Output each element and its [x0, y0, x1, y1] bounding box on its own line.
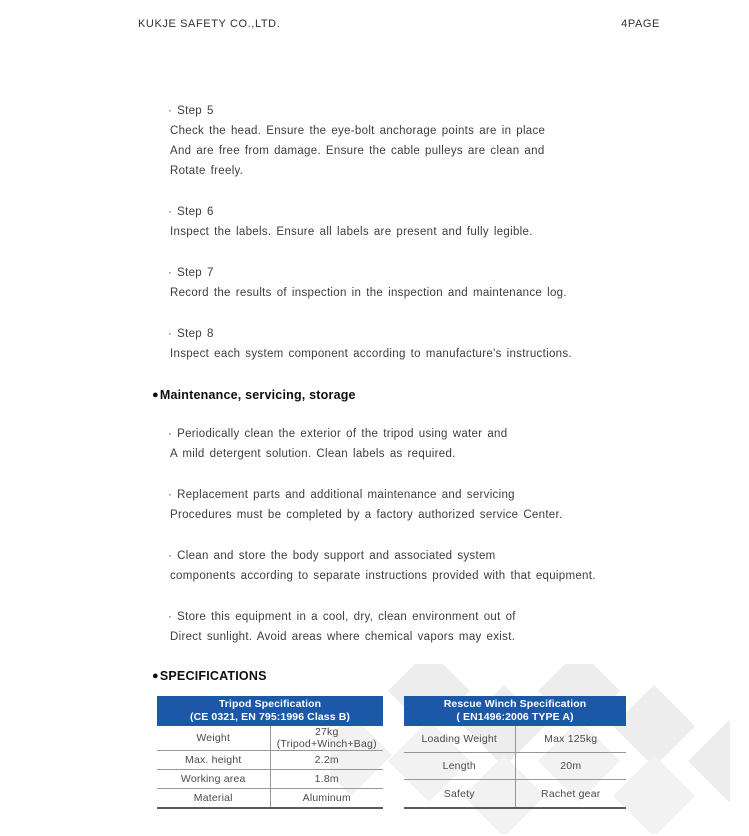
row-label: Material — [157, 789, 270, 809]
row-value: Aluminum — [270, 789, 383, 809]
step-title: · Step 5 — [168, 105, 214, 117]
section-heading-label: Maintenance, servicing, storage — [159, 388, 356, 402]
maintenance-line: Direct sunlight. Avoid areas where chemical vapors may exist. — [170, 631, 516, 643]
step-block-8 — [166, 324, 749, 364]
row-value: 1.8m — [270, 770, 383, 789]
rescue-winch-spec-table — [404, 696, 626, 809]
table-row — [157, 770, 383, 789]
row-value: Rachet gear — [515, 780, 626, 808]
table-row — [157, 726, 383, 751]
maintenance-item — [166, 546, 749, 586]
row-value: 2.2m — [270, 751, 383, 770]
table-title-line1: Rescue Winch Specification — [443, 698, 587, 710]
row-value: 20m — [515, 753, 626, 780]
step-line: Rotate freely. — [170, 165, 244, 177]
table-row — [404, 726, 626, 753]
maintenance-item — [166, 607, 749, 647]
maintenance-line: · Replacement parts and additional maintenance and servicing — [168, 489, 515, 501]
maintenance-item — [166, 424, 749, 464]
specification-tables — [157, 696, 749, 809]
maintenance-section-heading — [152, 385, 749, 405]
table-title-line2: ( EN1496:2006 TYPE A) — [456, 710, 574, 723]
row-value: Max 125kg — [515, 726, 626, 753]
table-row — [157, 751, 383, 770]
maintenance-line: · Store this equipment in a cool, dry, clean environment out of — [168, 611, 516, 623]
maintenance-line: components according to separate instructions provided with that equipment. — [170, 570, 596, 582]
row-value: 27kg (Tripod+Winch+Bag) — [270, 726, 383, 751]
step-line: Check the head. Ensure the eye-bolt anchorage points are in place — [170, 125, 546, 137]
table-title — [157, 696, 383, 726]
company-name: KUKJE SAFETY CO.,LTD. — [138, 18, 281, 30]
step-block-5 — [166, 101, 749, 181]
table-header-row — [404, 696, 626, 726]
row-label: Weight — [157, 726, 270, 751]
maintenance-item — [166, 485, 749, 525]
page-number: 4PAGE — [621, 18, 660, 30]
specifications-section-heading — [152, 666, 749, 686]
row-label: Length — [404, 753, 515, 780]
step-line: Inspect the labels. Ensure all labels are present and fully legible. — [170, 226, 533, 238]
maintenance-line: A mild detergent solution. Clean labels as required. — [170, 448, 456, 460]
table-row — [157, 789, 383, 809]
table-row — [404, 753, 626, 780]
table-header-row — [157, 696, 383, 726]
maintenance-line: · Clean and store the body support and associated system — [168, 550, 496, 562]
row-label: Max. height — [157, 751, 270, 770]
step-title: · Step 6 — [168, 206, 214, 218]
table-row — [404, 780, 626, 808]
step-block-7 — [166, 263, 749, 303]
table-title — [404, 696, 626, 726]
step-line: Record the results of inspection in the inspection and maintenance log. — [170, 287, 567, 299]
row-label: Safety — [404, 780, 515, 808]
step-line: Inspect each system component according to manufacture's instructions. — [170, 348, 572, 360]
row-label: Loading Weight — [404, 726, 515, 753]
page-header — [138, 18, 660, 30]
table-title-line2: (CE 0321, EN 795:1996 Class B) — [189, 710, 350, 723]
section-bullet-icon: ● — [152, 389, 159, 401]
row-label: Working area — [157, 770, 270, 789]
step-block-6 — [166, 202, 749, 242]
section-bullet-icon: ● — [152, 670, 159, 682]
step-line: And are free from damage. Ensure the cable pulleys are clean and — [170, 145, 545, 157]
maintenance-line: · Periodically clean the exterior of the tripod using water and — [168, 428, 508, 440]
table-title-line1: Tripod Specification — [218, 698, 322, 710]
step-title: · Step 8 — [168, 328, 214, 340]
section-heading-label: SPECIFICATIONS — [159, 669, 267, 683]
maintenance-line: Procedures must be completed by a factory authorized service Center. — [170, 509, 563, 521]
step-title: · Step 7 — [168, 267, 214, 279]
tripod-spec-table — [157, 696, 383, 809]
